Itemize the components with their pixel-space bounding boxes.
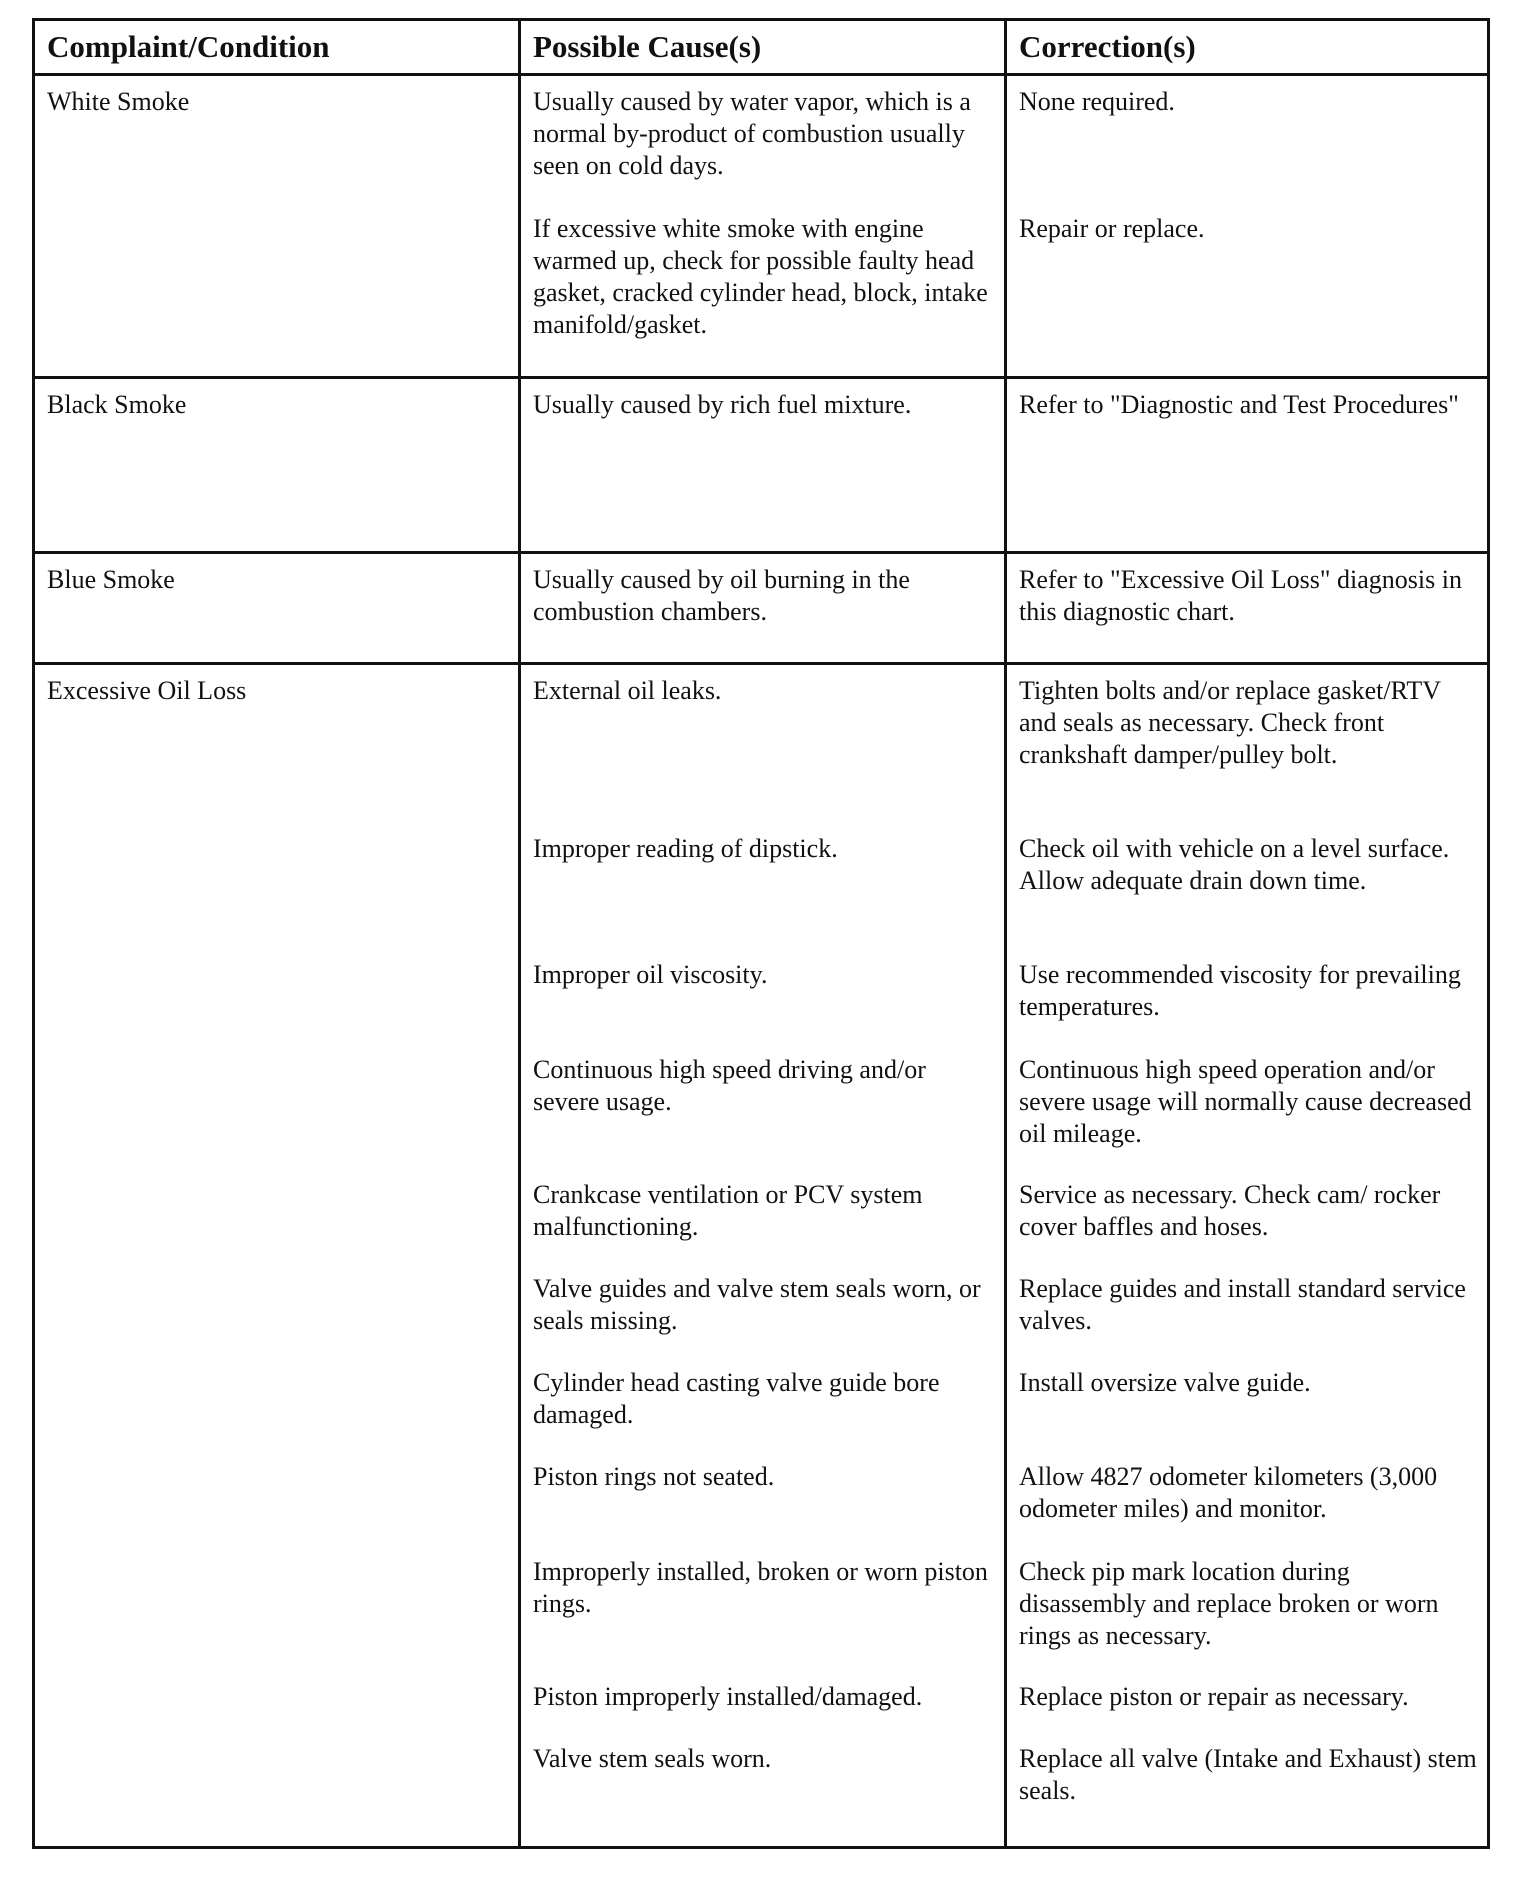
table-row [34,75,1489,378]
cause-entry [533,1681,994,1743]
correction-text: Check pip mark location during disassembly and replace broken or worn rings as necessary. [1019,1557,1439,1650]
correction-text: Install oversize valve guide. [1019,1368,1311,1397]
cause-text: Valve guides and valve stem seals worn, or seals missing. [533,1274,981,1335]
correction-entry [1019,564,1477,628]
cause-entry [533,86,994,213]
cause-text: Valve stem seals worn. [533,1744,772,1773]
cause-text: Improper oil viscosity. [533,960,768,989]
correction-text: None required. [1019,87,1175,116]
correction-entry [1019,213,1477,245]
condition-cell [34,664,520,1848]
cause-text: External oil leaks. [533,676,722,705]
correction-text: Refer to "Excessive Oil Loss" diagnosis in this diagnostic chart. [1019,565,1462,626]
correction-text: Use recommended viscosity for prevailing temperatures. [1019,960,1461,1021]
correction-entry [1019,1556,1477,1681]
condition-label: Blue Smoke [47,565,175,594]
diagnosis-table [32,18,1490,1849]
correction-text: Continuous high speed operation and/or severe usage will normally cause decreased oil mileage. [1019,1055,1472,1148]
correction-text: Service as necessary. Check cam/ rocker cover baffles and hoses. [1019,1180,1441,1241]
cause-text: Usually caused by oil burning in the combustion chambers. [533,565,910,626]
correction-text: Refer to "Diagnostic and Test Procedures" [1019,390,1459,419]
header-correction: Correction(s) [1006,20,1489,75]
condition-cell [34,378,520,553]
cause-text: Piston rings not seated. [533,1462,775,1491]
correction-text: Replace all valve (Intake and Exhaust) stem seals. [1019,1744,1477,1805]
cause-entry [533,1367,994,1461]
correction-cell [1006,553,1489,664]
correction-cell [1006,378,1489,553]
table-body [34,75,1489,1848]
cause-entry [533,1556,994,1681]
header-row [34,20,1489,75]
cause-entry [533,833,994,959]
cause-text: Crankcase ventilation or PCV system malfunctioning. [533,1180,923,1241]
cause-cell [520,75,1006,378]
table-row [34,378,1489,553]
correction-cell [1006,664,1489,1848]
correction-entry [1019,389,1477,421]
cause-text: Improperly installed, broken or worn piston rings. [533,1557,988,1618]
header-cause: Possible Cause(s) [520,20,1006,75]
cause-entry [533,1054,994,1179]
correction-entry [1019,1461,1477,1556]
cause-text: Continuous high speed driving and/or severe usage. [533,1055,926,1116]
correction-entry [1019,1179,1477,1273]
table-header [34,20,1489,75]
condition-label: Black Smoke [47,390,187,419]
condition-cell [34,75,520,378]
correction-text: Tighten bolts and/or replace gasket/RTV and seals as necessary. Check front crankshaft damper/pulley bolt. [1019,676,1441,769]
header-condition: Complaint/Condition [34,20,520,75]
cause-entry [533,1743,994,1775]
cause-text: Usually caused by water vapor, which is a normal by-product of combustion usually seen on cold days. [533,87,971,180]
cause-entry [533,1179,994,1273]
correction-entry [1019,1681,1477,1743]
cause-entry [533,389,994,421]
cause-entry [533,1273,994,1367]
cause-text: Usually caused by rich fuel mixture. [533,390,912,419]
correction-entry [1019,1743,1477,1807]
cause-cell [520,553,1006,664]
cause-text: If excessive white smoke with engine warmed up, check for possible faulty head gasket, cracked cylinder head, block, intake manifold/gasket. [533,214,988,339]
condition-label: White Smoke [47,87,190,116]
correction-entry [1019,86,1477,213]
correction-text: Replace piston or repair as necessary. [1019,1682,1409,1711]
correction-entry [1019,675,1477,833]
correction-text: Replace guides and install standard service valves. [1019,1274,1466,1335]
correction-text: Check oil with vehicle on a level surface. Allow adequate drain down time. [1019,834,1450,895]
cause-entry [533,213,994,341]
condition-label: Excessive Oil Loss [47,676,247,705]
correction-text: Allow 4827 odometer kilometers (3,000 odometer miles) and monitor. [1019,1462,1438,1523]
correction-cell [1006,75,1489,378]
correction-entry [1019,833,1477,959]
cause-text: Cylinder head casting valve guide bore damaged. [533,1368,940,1429]
table-row [34,664,1489,1848]
table-row [34,553,1489,664]
correction-entry [1019,959,1477,1054]
cause-cell [520,664,1006,1848]
cause-text: Piston improperly installed/damaged. [533,1682,923,1711]
correction-entry [1019,1367,1477,1461]
cause-entry [533,1461,994,1556]
correction-text: Repair or replace. [1019,214,1205,243]
cause-entry [533,564,994,628]
condition-cell [34,553,520,664]
correction-entry [1019,1054,1477,1179]
correction-entry [1019,1273,1477,1367]
cause-entry [533,959,994,1054]
cause-entry [533,675,994,833]
cause-text: Improper reading of dipstick. [533,834,838,863]
cause-cell [520,378,1006,553]
